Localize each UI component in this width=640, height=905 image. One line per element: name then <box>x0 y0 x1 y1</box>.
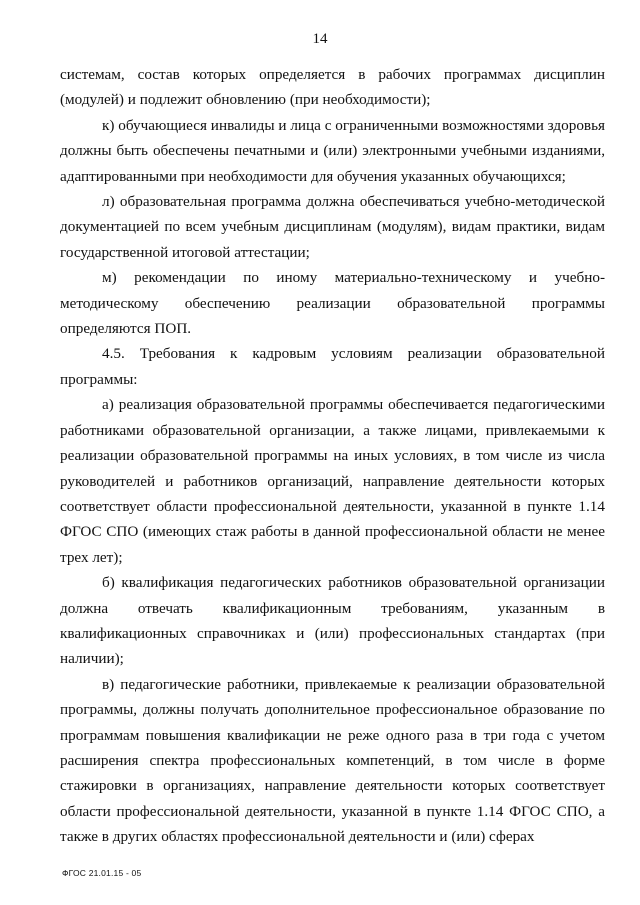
footer-code: ФГОС 21.01.15 - 05 <box>62 868 142 878</box>
page-number: 14 <box>312 31 328 47</box>
paragraph-item-m: м) рекомендации по иному материально-техническому и учебно-методическому обеспечению реализации образовательной программы определяются ПОП. <box>60 269 605 338</box>
paragraph-item-v: в) педагогические работники, привлекаемые к реализации образовательной программы, должны получать дополнительное профессиональное образование по программам повышения квалификации не реже одного раза в три года с учетом расширения спектра профессиональных компетенций, в том числе в форме стажировки в организациях, направление деятельности которых соответствует области профессиональной деятельности, указанной в пункте 1.14 ФГОС СПО, а также в других областях профессиональной деятельности и (или) сферах <box>60 675 605 846</box>
paragraph-item-a: а) реализация образовательной программы обеспечивается педагогическими работниками образовательной организации, а также лицами, привлекаемыми к реализации образовательной программы на иных условиях, в том числе из числа руководителей и работников организаций, направление деятельности которых соответствует области профессиональной деятельности, указанной в пункте 1.14 ФГОС СПО (имеющих стаж работы в данной профессиональной области не менее трех лет); <box>60 396 605 566</box>
paragraph-item-b: б) квалификация педагогических работников образовательной организации должна отвечать квалификационным требованиям, указанным в квалификационных справочниках и (или) профессиональных стандартах (при наличии); <box>60 574 605 668</box>
paragraph-item-l: л) образовательная программа должна обеспечиваться учебно-методической документацией по всем учебным дисциплинам (модулям), видам практики, видам государственной итоговой аттестации; <box>60 193 605 261</box>
paragraph-continuation: системам, состав которых определяется в рабочих программах дисциплин (модулей) и подлежит обновлению (при необходимости); <box>60 66 605 109</box>
section-heading-4-5: 4.5. Требования к кадровым условиям реализации образовательной программы: <box>60 345 605 388</box>
paragraph-item-k: к) обучающиеся инвалиды и лица с ограниченными возможностями здоровья должны быть обеспечены печатными и (или) электронными учебными изданиями, адаптированными при необходимости для обучения указанных обучающихся; <box>60 116 605 185</box>
document-body <box>60 62 605 850</box>
